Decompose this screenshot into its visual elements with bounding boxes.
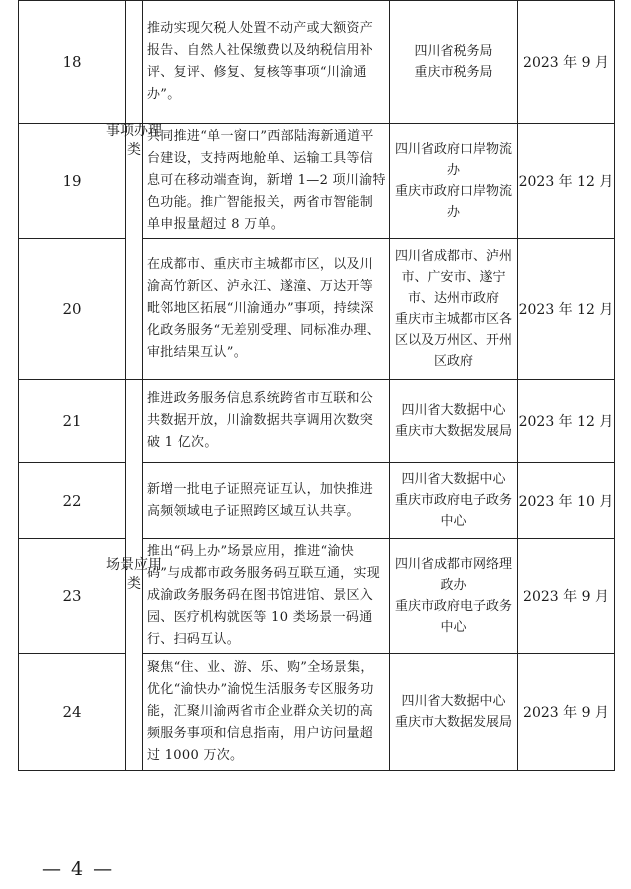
- time-cell: 2023 年 9 月: [518, 539, 615, 654]
- row-number: 19: [19, 124, 126, 239]
- category-cell: [106, 123, 162, 380]
- table-row: [19, 124, 615, 239]
- row-number: 21: [19, 380, 126, 463]
- content-cell: 推出“码上办”场景应用，推进“渝快码”与成都市政务服务码互联互通，实现成渝政务服务码在图书馆进馆、景区入园、医疗机构就医等 10 类场景一码通行、扫码互认。: [143, 539, 390, 654]
- department-cell: 四川省成都市、泸州市、广安市、遂宁市、达州市政府 重庆市主城都市区各区以及万州区、开州区政府: [390, 239, 518, 380]
- category-cell: [106, 380, 162, 771]
- content-cell: 在成都市、重庆市主城都市区，以及川渝高竹新区、泸永江、遂潼、万达开等毗邻地区拓展“川渝通办”事项，持续深化政务服务“无差别受理、同标准办理、审批结果互认”。: [143, 239, 390, 380]
- content-cell: 推进政务服务信息系统跨省市互联和公共数据开放，川渝数据共享调用次数突破 1 亿次。: [143, 380, 390, 463]
- department-cell: 四川省大数据中心 重庆市政府电子政务中心: [390, 463, 518, 539]
- time-cell: 2023 年 12 月: [518, 380, 615, 463]
- table-row: [19, 239, 615, 380]
- time-cell: 2023 年 12 月: [518, 239, 615, 380]
- table-row: [19, 380, 615, 463]
- department-cell: 四川省政府口岸物流办 重庆市政府口岸物流办: [390, 124, 518, 239]
- category-cell: [126, 1, 143, 124]
- department-cell: 四川省税务局 重庆市税务局: [390, 1, 518, 124]
- content-cell: 推动实现欠税人处置不动产或大额资产报告、自然人社保缴费以及纳税信用补评、复评、修复、复核等事项“川渝通办”。: [143, 1, 390, 124]
- table-row: [19, 463, 615, 539]
- row-number: 24: [19, 654, 126, 771]
- table-row: [19, 654, 615, 771]
- department-cell: 四川省成都市网络理政办 重庆市政府电子政务中心: [390, 539, 518, 654]
- time-cell: 2023 年 9 月: [518, 654, 615, 771]
- content-cell: 新增一批电子证照亮证互认，加快推进高频领域电子证照跨区域互认共享。: [143, 463, 390, 539]
- category-label: 场景应用类: [106, 557, 162, 592]
- row-number: 23: [19, 539, 126, 654]
- row-number: 22: [19, 463, 126, 539]
- content-cell: 共同推进“单一窗口”西部陆海新通道平台建设，支持两地舱单、运输工具等信息可在移动端查询，新增 1—2 项川渝特色功能。推广智能报关，两省市智能制单申报量超过 8 万单。: [143, 124, 390, 239]
- time-cell: 2023 年 9 月: [518, 1, 615, 124]
- content-cell: 聚焦“住、业、游、乐、购”全场景集，优化“渝快办”渝悦生活服务专区服务功能，汇聚川渝两省市企业群众关切的高频服务事项和信息指南，用户访问量超过 1000 万次。: [143, 654, 390, 771]
- row-number: 18: [19, 1, 126, 124]
- category-label: 事项办理类: [106, 123, 162, 158]
- document-table: [18, 0, 615, 771]
- page-number: — 4 —: [42, 858, 115, 880]
- department-cell: 四川省大数据中心 重庆市大数据发展局: [390, 654, 518, 771]
- time-cell: 2023 年 12 月: [518, 124, 615, 239]
- row-number: 20: [19, 239, 126, 380]
- time-cell: 2023 年 10 月: [518, 463, 615, 539]
- department-cell: 四川省大数据中心 重庆市大数据发展局: [390, 380, 518, 463]
- table-row: [19, 1, 615, 124]
